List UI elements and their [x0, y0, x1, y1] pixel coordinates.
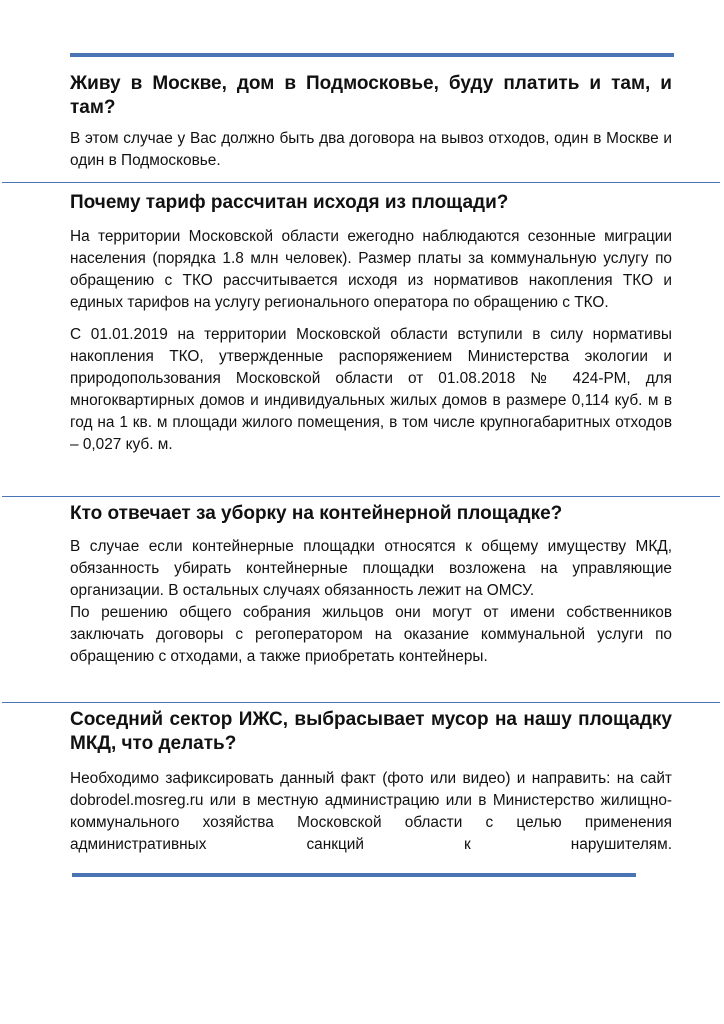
section-divider-2 [2, 496, 720, 497]
faq-question-1: Живу в Москве, дом в Подмосковье, буду платить и там, и там? [70, 73, 672, 118]
faq-answer-3-paragraph-1: В случае если контейнерные площадки относятся к общему имуществу МКД, обязанность убирать контейнерные площадки возложена на управляющие организации. В остальных случаях обязанность лежит на ОМСУ. [70, 538, 672, 599]
faq-answer-2-paragraph-1: На территории Московской области ежегодно наблюдаются сезонные миграции населения (порядка 1.8 млн человек). Размер платы за коммунальную услугу по обращению с ТКО рассчитывается исходя из нормативов накопления ТКО и единых тарифов на услугу регионального оператора по обращению с ТКО. [70, 228, 672, 311]
faq-question-4: Соседний сектор ИЖС, выбрасывает мусор на нашу площадку МКД, что делать? [70, 709, 672, 754]
faq-question-2: Почему тариф рассчитан исходя из площади? [70, 192, 509, 213]
faq-answer-3-paragraph-2: По решению общего собрания жильцов они могут от имени собственников заключать договоры с регоператором на оказание коммунальной услуги по обращению с отходами, а также приобретать контейнеры. [70, 604, 672, 665]
faq-item-4 [70, 708, 672, 856]
faq-answer-2-paragraph-2: С 01.01.2019 на территории Московской области вступили в силу нормативы накопления ТКО, утвержденные распоряжением Министерства экологии и природопользования Московской области от 01.08.2018 № 424-РМ, для многоквартирных домов и индивидуальных жилых домов в размере 0,114 куб. м в год на 1 кв. м площади жилого помещения, в том числе крупногабаритных отходов – 0,027 куб. м. [70, 326, 672, 453]
faq-item-2 [70, 191, 672, 456]
bottom-accent-bar [72, 873, 636, 877]
faq-answer-4-paragraph-1: Необходимо зафиксировать данный факт (фото или видео) и направить: на сайт dobrodel.mosreg.ru или в местную администрацию или в Министерство жилищно-коммунального хозяйства Московской области с целью применения административных санкций к нарушителям. [70, 770, 672, 853]
faq-item-3 [70, 502, 672, 668]
faq-item-1 [70, 72, 672, 172]
section-divider-3 [2, 702, 720, 703]
faq-question-3: Кто отвечает за уборку на контейнерной площадке? [70, 503, 563, 524]
top-accent-bar [70, 53, 674, 57]
section-divider-1 [2, 182, 720, 183]
faq-answer-1-paragraph-1: В этом случае у Вас должно быть два договора на вывоз отходов, один в Москве и один в Подмосковье. [70, 130, 672, 169]
